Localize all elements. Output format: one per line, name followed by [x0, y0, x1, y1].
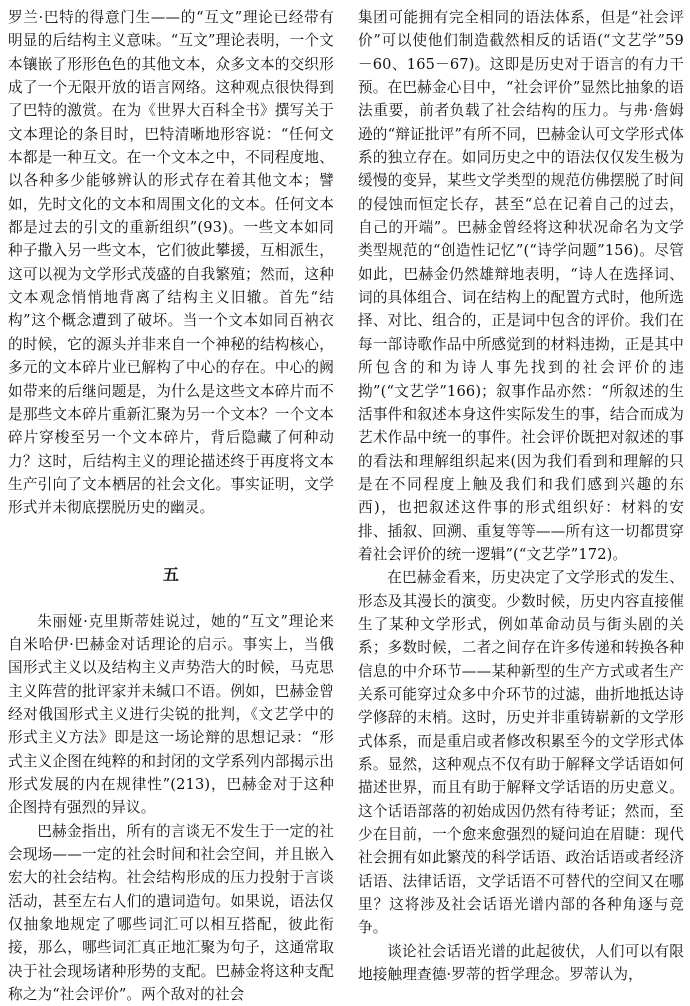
paragraph: 朱丽娅·克里斯蒂娃说过，她的“互文”理论来自米哈伊·巴赫金对话理论的启示。事实上，当俄国形式主义以及结构主义声势浩大的时候，马克思主义阵营的批评家并未缄口不语。例如，巴赫金曾经对俄国形式主义进行尖锐的批判，《文艺学中的形式主义方法》即是这一场论辩的思想记录：“形式主义企图在纯粹的和封闭的文学系列内部揭示出形式发展的内在规律性”(213)，巴赫金对于这种企图持有强烈的异议。: [8, 612, 334, 817]
paragraph: 罗兰·巴特的得意门生——的“互文”理论已经带有明显的后结构主义意味。“互文”理论表明，一个文本镶嵌了形形色色的其他文本，众多文本的交织形成了一个无限开放的语言网络。这种观点很快得到了巴特的激赏。在为《世界大百科全书》撰写关于文本理论的条目时，巴特清晰地形容说：“任何文本都是一种互文。在一个文本之中，不同程度地、以各种多少能够辨认的形式存在着其他文本；譬如，先时文化的文本和周围文化的文本。任何文本都是过去的引文的重新组织”(93)。一些文本如同种子撒入另一些文本，它们彼此攀援，互相派生，这可以视为文学形式茂盛的自我繁殖；然而，这种文本观念悄悄地背离了结构主义旧辙。首先“结构”这个概念遭到了破坏。当一个文本如同百衲衣的时候，它的源头并非来自一个神秘的结构核心，多元的文本碎片业已解构了中心的存在。中心的阙如带来的后继问题是，为什么是这些文本碎片而不是那些文本碎片重新汇聚为另一个文本？一个文本碎片穿梭至另一个文本碎片，背后隐藏了何种动力？这时，后结构主义的理论描述终于再度将文本生产引向了文本栖居的社会文化。事实证明，文学形式并未彻底摆脱历史的幽灵。: [8, 9, 334, 517]
paragraph: 集团可能拥有完全相同的语法体系，但是“社会评价”可以使他们制造截然相反的话语(“文艺学”59－60、165－67)。这即是历史对于语言的有力干预。在巴赫金心目中，“社会评价”显然比抽象的语法重要，前者负载了社会结构的压力。与弗·詹姆逊的“辩证批评”有所不同，巴赫金认可文学形式体系的独立存在。如同历史之中的语法仅仅发生极为缓慢的变异，某些文学类型的规范仿佛摆脱了时间的侵蚀而恒定长存，甚至“总在记着自己的过去，自己的开端”。巴赫金曾经将这种状况命名为文学类型规范的“创造性记忆”(“诗学问题”156)。尽管如此，巴赫金仍然雄辩地表明，“诗人在选择词、词的具体组合、词在结构上的配置方式时，他所选择、对比、组合的，正是词中包含的评价。我们在每一部诗歌作品中所感觉到的材料违拗，正是其中所包含的和为诗人事先找到的社会评价的违拗”(“文艺学”166)；叙事作品亦然：“所叙述的生活事件和叙述本身这件实际发生的事，结合而成为艺术作品中统一的事件。社会评价既把对叙述的事的看法和理解组织起来(因为我们看到和理解的只是在不同程度上触及我们和我们感到兴趣的东西)，也把叙述这件事的形式组织好：材料的安排、插叙、回溯、重复等等——所有这一切都贯穿着社会评价的统一逻辑”(“文艺学”172)。: [358, 9, 684, 563]
left-column: [8, 6, 334, 1004]
paragraph: 巴赫金指出，所有的言谈无不发生于一定的社会现场——一定的社会时间和社会空间，并且嵌入宏大的社会结构。社会结构形成的压力投射于言谈活动，甚至左右人们的遣词造句。如果说，语法仅仅抽象地规定了哪些词汇可以相互搭配，彼此衔接，那么，哪些词汇真正地汇聚为句子，这通常取决于社会现场诸种形势的支配。巴赫金将这种支配称之为“社会评价”。两个敌对的社会: [8, 822, 334, 1004]
paragraph: 在巴赫金看来，历史决定了文学形式的发生、形态及其漫长的演变。少数时候，历史内容直接催生了某种文学形式，例如革命动员与街头剧的关系；多数时候，二者之间存在许多传递和转换各种信息的中介环节——某种新型的生产方式或者生产关系可能穿过众多中介环节的过滤，曲折地抵达诗学修辞的末梢。这时，历史并非重铸崭新的文学形式体系，而是重启或者修改积累至今的文学形式体系。显然，这种观点不仅有助于解释文学话语如何描述世界，而且有助于解释文学话语的历史意义。这个话语部落的初始成因仍然有待考证；然而，至少在目前，一个愈来愈强烈的疑问迫在眉睫：现代社会拥有如此繁茂的科学话语、政治话语或者经济话语、法律话语，文学话语不可替代的空间又在哪里？这将涉及社会话语光谱内部的各种角逐与竞争。: [358, 569, 684, 937]
section-number: 五: [162, 564, 180, 584]
paragraph: 谈论社会话语光谱的此起彼伏，人们可以有限地接触理查德·罗蒂的哲学理念。罗蒂认为，: [358, 942, 684, 984]
right-column: [358, 6, 684, 1004]
